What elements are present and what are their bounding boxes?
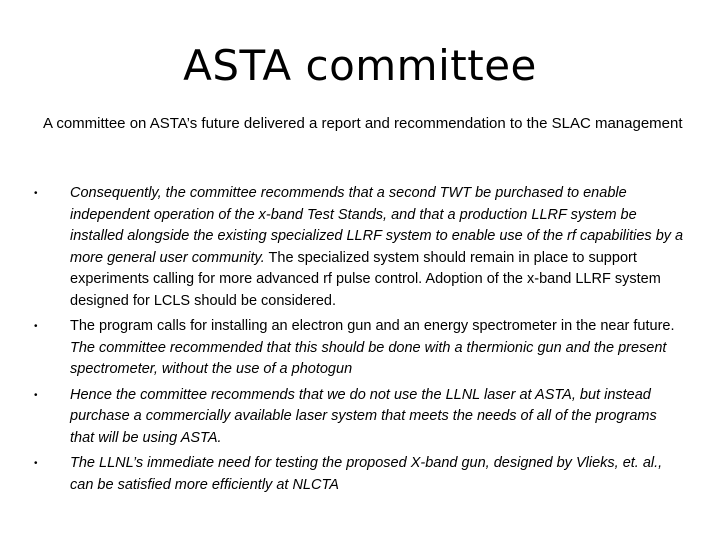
bullet-item-4 xyxy=(34,453,684,496)
bullet-marker: • xyxy=(34,321,38,332)
slide-title: ASTA committee xyxy=(183,41,537,90)
bullet-marker: • xyxy=(34,458,38,469)
bullet-text xyxy=(70,316,684,381)
bullet-1-regular-text: The specialized system should remain in place to support experiments calling for more advanced rf pulse control. Adoption of the x-band LLRF system designed for LCLS should be considered. xyxy=(70,249,661,309)
bullet-item-2 xyxy=(34,316,684,381)
bullet-marker: • xyxy=(34,389,38,401)
bullet-1-italic-text: Consequently, the committee recommends that a second TWT be purchased to enable independent operation of the x-band Test Stands, and that a production LLRF system be installed alongside the existing specialized LLRF system to enable use of the rf capabilities by a more general user community. xyxy=(70,185,684,266)
bullet-item-1 xyxy=(34,183,684,312)
bullet-2-regular-text: The program calls for installing an electron gun and an energy spectrometer in the near future. xyxy=(70,318,675,334)
bullet-text xyxy=(70,453,684,496)
bullet-list xyxy=(34,183,684,500)
bullet-2-italic-text: The committee recommended that this should be done with a thermionic gun and the present spectrometer, without the use of a photogun xyxy=(70,339,667,377)
bullet-4-italic-text: The LLNL’s immediate need for testing the proposed X-band gun, designed by Vlieks, et. al., can be satisfied more efficiently at NLCTA xyxy=(70,455,663,493)
bullet-3-italic-text: Hence the committee recommends that we do not use the LLNL laser at ASTA, but instead purchase a commercially available laser system that meets the needs of all of the programs that will be using ASTA. xyxy=(70,386,657,446)
bullet-text xyxy=(70,385,684,450)
bullet-marker: • xyxy=(34,188,38,199)
bullet-text xyxy=(70,183,684,312)
intro-paragraph: A committee on ASTA’s future delivered a report and recommendation to the SLAC management xyxy=(43,115,683,132)
bullet-item-3 xyxy=(34,385,684,450)
